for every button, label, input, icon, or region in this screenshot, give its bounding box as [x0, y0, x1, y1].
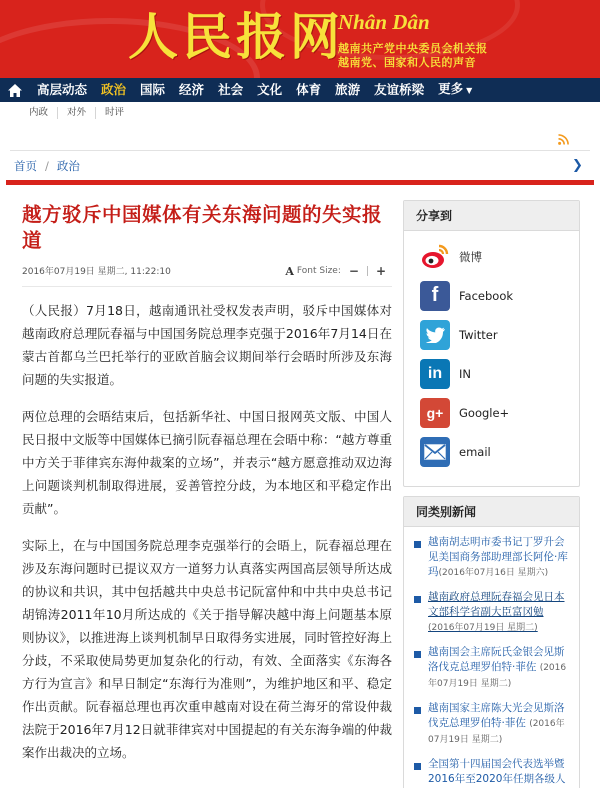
rss-icon[interactable] [558, 130, 569, 141]
share-twitter[interactable] [420, 315, 579, 354]
share-label: Google+ [459, 405, 510, 420]
share-label: email [459, 444, 491, 459]
divider [22, 286, 392, 287]
nav-item-culture[interactable]: 文化 [257, 82, 283, 97]
facebook-icon: f [420, 281, 450, 311]
email-icon [420, 437, 450, 467]
share-list [404, 231, 579, 471]
article-meta [22, 264, 392, 278]
subnav-item-commentary[interactable]: 时评 [105, 107, 125, 118]
site-logo-vietnamese: Nhân Dân [338, 10, 430, 34]
list-item[interactable] [414, 701, 569, 748]
news-title: 越南政府总理阮春福会见日本文部科学省副大臣富冈勉 [428, 591, 565, 618]
related-heading: 同类别新闻 [404, 497, 579, 527]
bullet-icon [414, 707, 421, 714]
share-google-plus[interactable] [420, 393, 579, 432]
subnav-item-domestic[interactable]: 内政 [20, 107, 58, 119]
section-divider [6, 180, 594, 185]
share-heading: 分享到 [404, 201, 579, 231]
subnav-item-foreign[interactable]: 对外 [58, 107, 96, 119]
sub-nav [0, 102, 600, 124]
article-paragraph: 实际上，在与中国国务院总理李克强举行的会晤上，阮春福总理在涉及东海问题时已提议双方一道努力认真落实两国高层领导所达成的协议和共识，其中包括越共中央总书记阮富仲和中共中央总书记胡锦涛2011年10月所达成的《关于指导解决越中海上问题基本原则协议》，以推进海上谈判机制早日取得务实进展，同时管控好海上分歧，不采取使局势更加复杂化的行动，有效、全面落实《东海各方行为宣言》和早日制定“东海行为准则”，为维护地区和平、稳定作出贡献。阮春福总理也再次重申越南对设在荷兰海牙的常设仲裁法院于2016年7月12日就菲律宾对中国提起的有关东海争端的仲裁案作出裁决的立场。 [22, 538, 392, 760]
list-item[interactable] [414, 535, 569, 581]
breadcrumb-current[interactable]: 政治 [56, 159, 80, 173]
font-size-label: Font Size: [296, 266, 341, 276]
home-icon[interactable] [0, 78, 30, 102]
news-title: 越南国家主席陈大光会见斯洛伐克总理罗伯特·菲佐 [428, 702, 565, 729]
nav-item-economy[interactable]: 经济 [179, 82, 205, 97]
nav-item-politics[interactable]: 政治 [101, 82, 127, 97]
main-nav [0, 78, 600, 102]
nav-item-sports[interactable]: 体育 [296, 82, 322, 97]
list-item[interactable] [414, 757, 569, 788]
font-increase-button[interactable]: + [375, 264, 386, 278]
share-box [403, 200, 580, 487]
article-title: 越方驳斥中国媒体有关东海问题的失实报道 [22, 203, 383, 252]
list-item[interactable] [414, 645, 569, 692]
font-decrease-button[interactable]: − [348, 264, 359, 278]
news-date: (2016年07月19日 星期二) [428, 663, 567, 689]
news-date: (2016年07月19日 星期二) [428, 719, 565, 745]
news-link[interactable] [428, 757, 569, 788]
news-link[interactable] [428, 590, 569, 636]
news-link[interactable] [428, 645, 569, 692]
news-date: (2016年07月19日 星期二) [428, 623, 538, 633]
nav-item-top-news[interactable]: 高层动态 [37, 82, 88, 97]
share-label: Twitter [459, 327, 498, 342]
font-size-control [285, 264, 386, 278]
share-email[interactable] [420, 432, 579, 471]
share-label: 微博 [459, 249, 482, 264]
news-link[interactable] [428, 535, 569, 581]
divider [367, 266, 368, 276]
bullet-icon [414, 541, 421, 548]
share-label: Facebook [459, 288, 514, 303]
breadcrumb [14, 158, 80, 174]
weibo-icon [420, 242, 450, 272]
share-facebook[interactable] [420, 276, 579, 315]
article-paragraph: 两位总理的会晤结束后，包括新华社、中国日报网英文版、中国人民日报中文版等中国媒体已摘引阮春福总理在会晤中称：“越方尊重中方关于菲律宾东海仲裁案的立场”，并表示“越方愿意推动双边海上问题谈判机制取得进展，妥善管控分歧，为本地区和平稳定作出贡献”。 [22, 409, 392, 516]
chevron-down-icon: ▼ [466, 86, 473, 95]
news-title: 全国第十四届国会代表选举暨2016年至2020年任期各级人 [428, 758, 566, 785]
list-item[interactable] [414, 590, 569, 636]
share-linkedin[interactable] [420, 354, 579, 393]
nav-item-society[interactable]: 社会 [218, 82, 244, 97]
twitter-icon [420, 320, 450, 350]
bullet-icon [414, 763, 421, 770]
site-logo[interactable]: 人民报网 [128, 7, 344, 66]
font-size-icon: A [285, 264, 294, 278]
google-plus-icon: g+ [420, 398, 450, 428]
related-news-box [403, 496, 580, 788]
article [22, 190, 392, 764]
breadcrumb-home[interactable]: 首页 [14, 159, 37, 173]
breadcrumb-separator: / [45, 159, 49, 173]
nav-more-label: 更多 [438, 81, 464, 96]
nav-item-friendship[interactable]: 友谊桥梁 [374, 82, 425, 97]
share-label: IN [459, 366, 471, 381]
bullet-icon [414, 596, 421, 603]
divider [10, 150, 590, 151]
bullet-icon [414, 651, 421, 658]
news-title: 越南国会主席阮氏金银会见斯洛伐克总理罗伯特·菲佐 [428, 646, 565, 673]
share-weibo[interactable] [420, 237, 579, 276]
nav-item-more[interactable] [431, 77, 479, 103]
site-banner[interactable] [0, 0, 600, 78]
article-date: 2016年07月19日 星期二, 11:22:10 [22, 267, 171, 277]
related-news-list [404, 527, 579, 788]
chevron-right-icon[interactable]: ❯ [572, 158, 583, 173]
site-tagline: 越南共产党中央委员会机关报 [338, 42, 488, 55]
news-link[interactable] [428, 701, 569, 748]
news-title: 越南胡志明市委书记丁罗升会见美国商务部助理部长阿伦·库玛 [428, 536, 568, 578]
site-tagline: 越南党、国家和人民的声音 [338, 56, 476, 69]
linkedin-icon: in [420, 359, 450, 389]
nav-item-travel[interactable]: 旅游 [335, 82, 361, 97]
news-date: (2016年07月16日 星期六) [438, 568, 549, 578]
nav-item-world[interactable]: 国际 [140, 82, 166, 97]
article-paragraph: （人民报）7月18日，越南通讯社受权发表声明，驳斥中国媒体对越南政府总理阮春福与中国国务院总理李克强于2016年7月14日在蒙古首都乌兰巴托举行的亚欧首脑会议期间举行会晤时所涉及东海问题的失实报道。 [22, 303, 392, 387]
